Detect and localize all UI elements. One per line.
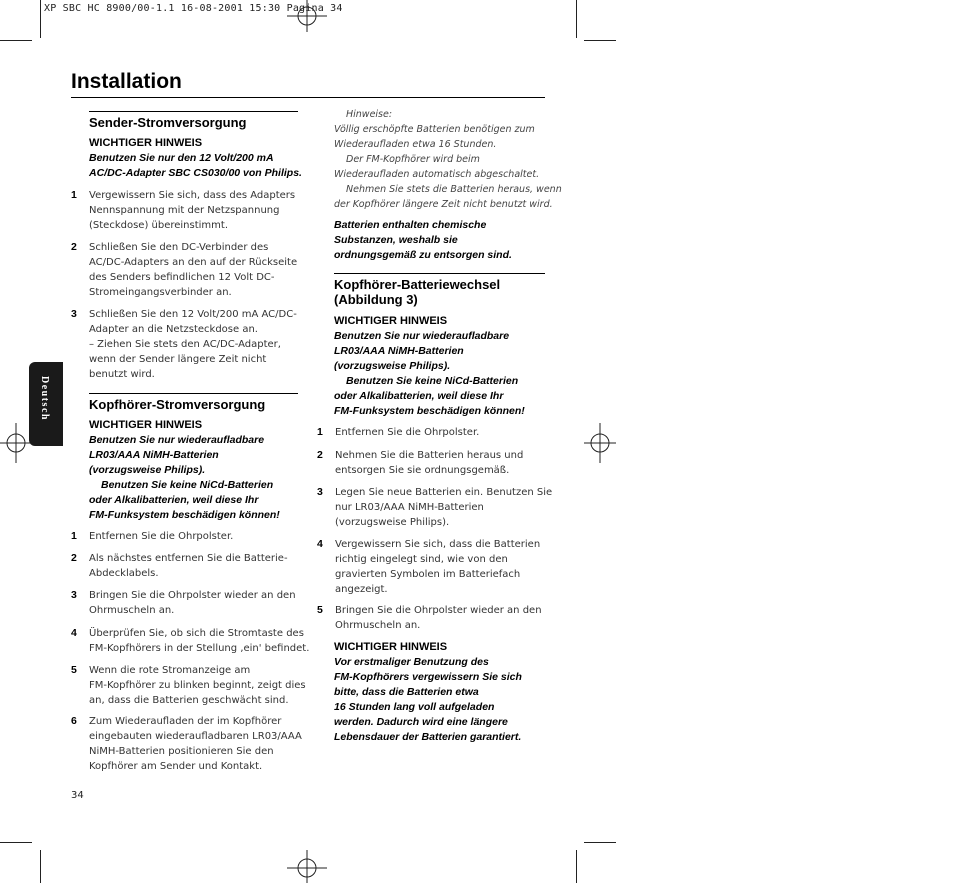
step-item: 3 Bringen Sie die Ohrpolster wieder an den Ohrmuscheln an. [71,589,296,616]
step-item: 5 Bringen Sie die Ohrpolster wieder an den Ohrmuscheln an. [317,604,542,631]
sub-note: – Ziehen Sie stets den AC/DC-Adapter, wenn der Sender längere Zeit nicht benutzt wird. [89,339,281,380]
hints-text: Hinweise: Völlig erschöpfte Batterien benötigen zum Wiederaufladen etwa 16 Stunden. Der FM-Kopfhörer wird beim Wiederaufladen automatisch abgeschaltet. Nehmen Sie stets die Batterien heraus, wenn der Kopfhörer längere Zeit nicht benutzt wird. [334,109,562,210]
crop-mark [0,842,32,843]
section-heading: Kopfhörer-Stromversorgung [89,397,266,412]
print-slug: XP SBC HC 8900/00-1.1 16-08-2001 15:30 Pagina 34 [44,3,343,14]
chemical-warning: Batterien enthalten chemische Substanzen, weshalb sie ordnungsgemäß zu entsorgen sind. [334,219,512,261]
crop-mark [0,40,32,41]
registration-mark-icon [287,850,327,883]
crop-mark [40,850,41,883]
step-item: 2 Schließen Sie den DC-Verbinder des AC/DC-Adapters an den auf der Rückseite des Senders befindlichen 12 Volt DC- Stromeingangsverbinder an. [71,241,298,298]
step-item: 6 Zum Wiederaufladen der im Kopfhörer eingebauten wiederaufladbaren LR03/AAA NiMH-Batterien positionieren Sie den Kopfhörer am Sender und Kontakt. [71,715,302,772]
page-number: 34 [71,790,84,801]
step-item: 3 Schließen Sie den 12 Volt/200 mA AC/DC- Adapter an die Netzsteckdose an. [71,308,297,335]
step-item: 4 Vergewissern Sie sich, dass die Batterien richtig eingelegt sind, wie von den gravierten Symbolen im Batteriefach angezeigt. [317,538,541,595]
crop-mark [584,40,616,41]
important-note-text: Benutzen Sie nur wiederaufladbare LR03/AAA NiMH-Batterien (vorzugsweise Philips). Benutzen Sie keine NiCd-Batterien oder Alkalibatterien, weil diese Ihr FM-Funksystem beschädigen können! [89,434,280,521]
important-note-text: Benutzen Sie nur wiederaufladbare LR03/AAA NiMH-Batterien (vorzugsweise Philips). Benutzen Sie keine NiCd-Batterien oder Alkalibatterien, weil diese Ihr FM-Funksystem beschädigen können! [334,330,525,417]
important-note-text: Benutzen Sie nur den 12 Volt/200 mA AC/DC-Adapter SBC CS030/00 von Philips. [89,152,302,179]
important-note-label: WICHTIGER HINWEIS [89,137,203,149]
important-note-label: WICHTIGER HINWEIS [89,419,203,431]
step-item: 3 Legen Sie neue Batterien ein. Benutzen Sie nur LR03/AAA NiMH-Batterien (vorzugsweise Philips). [317,486,553,528]
step-item: 4 Überprüfen Sie, ob sich die Stromtaste des FM-Kopfhörers in der Stellung ‚ein' befindet. [71,627,310,654]
section-heading: Kopfhörer-Batteriewechsel (Abbildung 3) [334,277,501,307]
step-item: 2 Als nächstes entfernen Sie die Batterie- Abdecklabels. [71,552,288,579]
important-note-label: WICHTIGER HINWEIS [334,315,448,327]
crop-mark [576,850,577,883]
section-rule [89,111,298,112]
registration-mark-icon [584,423,616,463]
registration-mark-icon [0,423,32,463]
section-heading: Sender-Stromversorgung [89,115,247,130]
language-tab-label: Deutsch [39,376,50,421]
crop-mark [584,842,616,843]
section-rule [89,393,298,394]
step-item: 1 Entfernen Sie die Ohrpolster. [317,426,480,438]
title-rule [71,97,545,98]
step-item: 1 Vergewissern Sie sich, dass des Adapters Nennspannung mit der Netzspannung (Steckdose) übereinstimmt. [71,189,296,231]
crop-mark [576,0,577,38]
crop-mark [40,0,41,38]
page-title: Installation [71,70,182,93]
step-item: 1 Entfernen Sie die Ohrpolster. [71,530,234,542]
section-rule [334,273,545,274]
step-item: 5 Wenn die rote Stromanzeige am FM-Kopfhörer zu blinken beginnt, zeigt dies an, dass die Batterien geschwächt sind. [71,664,306,706]
important-note-text: Vor erstmaliger Benutzung des FM-Kopfhörers vergewissern Sie sich bitte, dass die Batterien etwa 16 Stunden lang voll aufgeladen werden. Dadurch wird eine längere Lebensdauer der Batterien garantiert. [334,656,522,743]
language-tab [29,362,63,446]
step-item: 2 Nehmen Sie die Batterien heraus und entsorgen Sie sie ordnungsgemäß. [317,449,524,476]
important-note-label: WICHTIGER HINWEIS [334,641,448,653]
